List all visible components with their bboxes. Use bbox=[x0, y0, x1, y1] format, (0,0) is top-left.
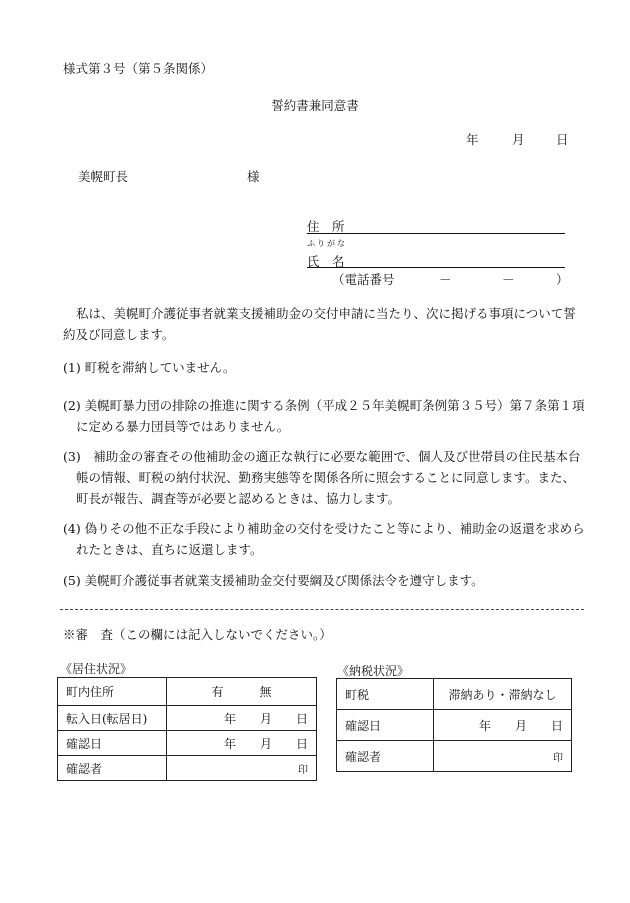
document-title: 誓約書兼同意書 bbox=[271, 98, 359, 113]
address-label: 住 所 bbox=[307, 219, 345, 234]
residence-value-confirm-date[interactable]: 年 月 日 bbox=[167, 731, 317, 756]
dashed-divider bbox=[60, 609, 584, 610]
date-day-field[interactable]: 日 bbox=[556, 132, 569, 147]
tax-table bbox=[336, 678, 572, 772]
item-2: (2) 美幌町暴力団の排除の推進に関する条例（平成２５年美幌町条例第３５号）第７条第１項に定める暴力団員等ではありません。 bbox=[63, 398, 585, 434]
name-label: 氏 名 bbox=[307, 254, 345, 269]
table-row bbox=[58, 706, 317, 731]
residence-caption: 《居住状況》 bbox=[60, 662, 133, 676]
table-row bbox=[58, 678, 317, 706]
tax-label-town-tax: 町税 bbox=[337, 679, 434, 710]
tax-label-confirm-date: 確認日 bbox=[337, 710, 434, 741]
residence-label-move-in: 転入日(転居日) bbox=[58, 706, 167, 731]
table-row bbox=[337, 679, 572, 710]
tax-value-confirm-date[interactable]: 年 月 日 bbox=[434, 710, 572, 741]
date-year-field[interactable]: 年 bbox=[466, 132, 479, 147]
tax-caption: 《納税状況》 bbox=[337, 664, 410, 678]
tax-value-seal[interactable]: 印 bbox=[434, 741, 572, 772]
address-field[interactable] bbox=[307, 233, 565, 234]
intro-paragraph: 私は、美幌町介護従事者就業支援補助金の交付申請に当たり、次に掲げる事項について誓約及び同意します。 bbox=[63, 306, 576, 342]
residence-value-move-in[interactable]: 年 月 日 bbox=[167, 706, 317, 731]
residence-label-confirm-date: 確認日 bbox=[58, 731, 167, 756]
addressee-honorific: 様 bbox=[247, 169, 260, 184]
furigana-label: ふりがな bbox=[307, 239, 347, 248]
residence-label-confirmer: 確認者 bbox=[58, 756, 167, 781]
tax-label-confirmer: 確認者 bbox=[337, 741, 434, 772]
table-row bbox=[337, 741, 572, 772]
residence-value-address[interactable]: 有 無 bbox=[167, 678, 317, 706]
office-use-heading: ※審 査（この欄には記入しないでください。） bbox=[63, 627, 332, 642]
table-row bbox=[337, 710, 572, 741]
name-field[interactable] bbox=[307, 267, 565, 268]
tax-value-status[interactable]: 滞納あり・滞納なし bbox=[434, 679, 572, 710]
item-4: (4) 偽りその他不正な手段により補助金の交付を受けたこと等により、補助金の返還を求められたときは、直ちに返還します。 bbox=[63, 521, 585, 557]
phone-dash-1: － bbox=[439, 272, 452, 287]
table-row bbox=[58, 756, 317, 781]
phone-close: ） bbox=[556, 272, 569, 287]
residence-label-address: 町内住所 bbox=[58, 678, 167, 706]
date-month-field[interactable]: 月 bbox=[512, 132, 525, 147]
item-5: (5) 美幌町介護従事者就業支援補助金交付要綱及び関係法令を遵守します。 bbox=[63, 573, 484, 588]
residence-table bbox=[57, 677, 317, 781]
phone-label: （電話番号 bbox=[332, 272, 395, 287]
item-3: (3) 補助金の審査その他補助金の適正な執行に必要な範囲で、個人及び世帯員の住民基本台帳の情報、町税の納付状況、勤務実態等を関係各所に照会することに同意します。また、町長が報告、調査等が必要と認めるときは、協力します。 bbox=[63, 449, 581, 506]
residence-value-seal[interactable]: 印 bbox=[167, 756, 317, 781]
addressee-name: 美幌町長 bbox=[78, 169, 129, 184]
table-row bbox=[58, 731, 317, 756]
form-number: 様式第３号（第５条関係） bbox=[63, 61, 214, 76]
phone-dash-2: － bbox=[502, 272, 515, 287]
item-1: (1) 町税を滞納していません。 bbox=[63, 360, 236, 375]
